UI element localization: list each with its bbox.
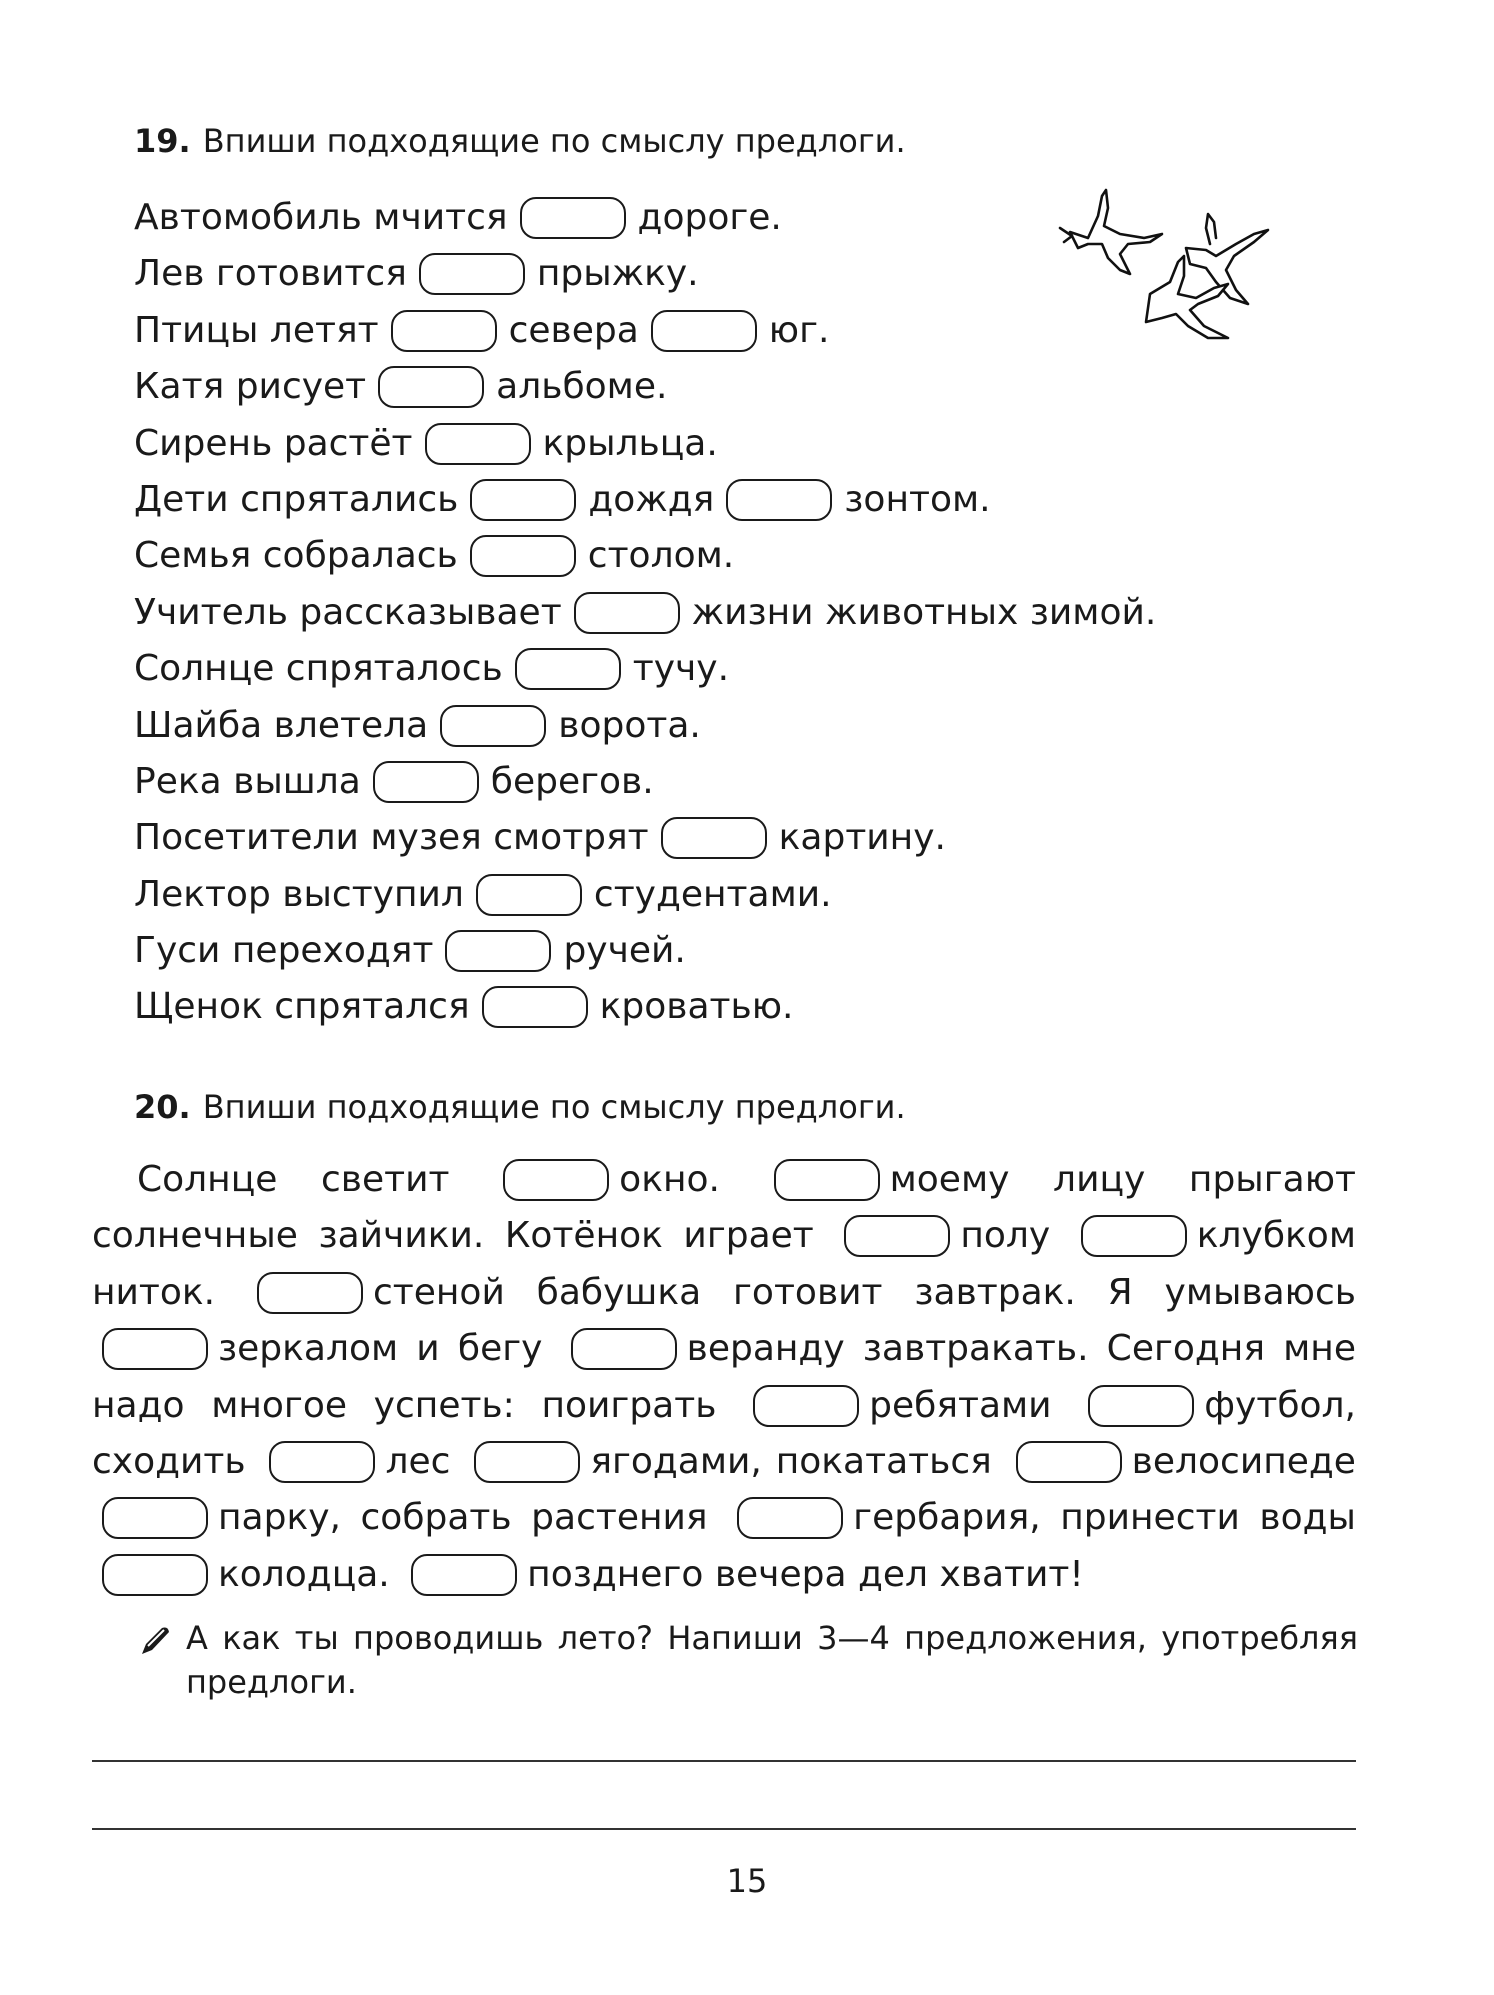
answer-blank[interactable] [737,1497,843,1539]
answer-blank[interactable] [1016,1441,1122,1483]
paragraph-fragment: клубком ниток. [92,1215,1356,1313]
answer-blank[interactable] [425,423,531,465]
answer-blank[interactable] [373,761,479,803]
sentence-fragment: Автомобиль мчится [134,197,508,238]
sentence-line [134,641,1156,697]
answer-blank[interactable] [1081,1215,1187,1257]
sentence-line [134,359,1156,415]
sentence-fragment: прыжку. [536,253,699,295]
paragraph-fragment: позднего вечера дел хватит! [527,1553,1084,1595]
pencil-icon [138,1624,172,1658]
sentence-fragment: севера [508,309,639,351]
task-number: 19. [134,122,191,160]
answer-blank[interactable] [378,366,484,408]
task-20-paragraph [92,1152,1356,1603]
sentence-fragment: столом. [587,535,735,577]
sentence-line [134,472,1156,528]
sentence-line [134,303,1156,359]
answer-blank[interactable] [470,479,576,521]
answer-blank[interactable] [574,592,680,634]
paragraph-fragment: гербария, принести воды [853,1497,1356,1539]
task-instruction: Впиши подходящие по смыслу предлоги. [202,122,906,160]
sentence-line [134,190,1156,246]
sentence-fragment: Птицы летят [134,309,379,351]
answer-blank[interactable] [726,479,832,521]
sentence-fragment: Солнце спряталось [134,648,503,690]
task-19-sentences [134,190,1156,1036]
sentence-line [134,528,1156,584]
answer-blank[interactable] [571,1328,677,1370]
answer-blank[interactable] [753,1385,859,1427]
sentence-fragment: Река вышла [134,760,361,802]
answer-line[interactable] [92,1760,1356,1762]
answer-blank[interactable] [774,1159,880,1201]
sentence-fragment: Семья собралась [134,535,458,577]
extra-task [138,1616,1358,1704]
sentence-fragment: студентами. [593,873,832,915]
answer-blank[interactable] [440,705,546,747]
answer-blank[interactable] [445,930,551,972]
birds-illustration-icon [1058,186,1284,362]
sentence-fragment: Шайба влетела [134,704,429,746]
sentence-fragment: тучу. [632,648,730,690]
answer-blank[interactable] [470,535,576,577]
sentence-line [134,810,1156,866]
sentence-fragment: дороге. [637,197,782,238]
sentence-fragment: Лев готовится [134,253,407,295]
paragraph-fragment: ребятами [869,1384,1052,1426]
answer-blank[interactable] [269,1441,375,1483]
extra-task-text: А как ты проводишь лето? Напиши 3—4 предложения, употребляя предлоги. [186,1619,1358,1701]
sentence-line [134,698,1156,754]
paragraph-fragment: веранду завтракать. Сегодня мне надо многое успеть: поиграть [92,1328,1356,1426]
sentence-fragment: Катя рисует [134,366,367,408]
answer-line[interactable] [92,1828,1356,1830]
sentence-fragment: жизни животных зимой. [691,591,1157,633]
sentence-line [134,923,1156,979]
answer-blank[interactable] [102,1497,208,1539]
paragraph-fragment: ягодами, покататься [590,1441,992,1483]
paragraph-fragment: парку, собрать растения [218,1497,708,1539]
sentence-fragment: ворота. [558,704,701,746]
answer-blank[interactable] [474,1441,580,1483]
sentence-fragment: картину. [778,817,946,859]
task-20-heading [134,1088,906,1126]
sentence-line [134,246,1156,302]
answer-blank[interactable] [102,1328,208,1370]
sentence-fragment: Посетители музея смотрят [134,817,649,859]
sentence-fragment: кроватью. [599,986,794,1028]
answer-blank[interactable] [411,1554,517,1596]
paragraph-fragment: Солнце светит [137,1159,450,1200]
paragraph-fragment: лес [385,1441,451,1483]
task-instruction: Впиши подходящие по смыслу предлоги. [202,1088,906,1126]
paragraph-fragment: моему лицу прыгают солнечные зайчики. Котёнок играет [92,1159,1356,1257]
answer-blank[interactable] [520,197,626,239]
sentence-fragment: зонтом. [844,478,991,520]
paragraph-fragment: полу [960,1215,1051,1257]
paragraph-fragment: велосипеде [1131,1441,1356,1483]
answer-blank[interactable] [661,817,767,859]
answer-blank[interactable] [1088,1385,1194,1427]
answer-blank[interactable] [503,1159,609,1201]
sentence-fragment: Сирень растёт [134,422,413,464]
page-number: 15 [726,1862,768,1900]
answer-blank[interactable] [419,253,525,295]
answer-blank[interactable] [102,1554,208,1596]
answer-blank[interactable] [391,310,497,352]
sentence-fragment: юг. [768,309,830,351]
sentence-line [134,416,1156,472]
sentence-fragment: Лектор выступил [134,873,464,915]
paragraph-fragment: колодца. [218,1553,390,1595]
sentence-fragment: берегов. [490,760,654,802]
sentence-line [134,585,1156,641]
sentence-fragment: дождя [588,478,715,520]
paragraph-fragment: зеркалом и бегу [218,1328,543,1370]
paragraph-fragment: стеной бабушка готовит завтрак. Я умываюсь [372,1271,1356,1313]
sentence-fragment: Гуси переходят [134,930,434,972]
task-19-heading [134,122,906,160]
answer-blank[interactable] [844,1215,950,1257]
sentence-line [134,754,1156,810]
answer-blank[interactable] [476,874,582,916]
paragraph-fragment: футбол, сходить [92,1384,1356,1483]
sentence-line [134,979,1156,1035]
answer-blank[interactable] [651,310,757,352]
sentence-fragment: Учитель рассказывает [134,591,562,633]
sentence-fragment: альбоме. [496,366,668,408]
sentence-fragment: Дети спрятались [134,478,459,520]
answer-blank[interactable] [482,986,588,1028]
answer-blank[interactable] [257,1272,363,1314]
paragraph-fragment: окно. [619,1159,720,1200]
sentence-line [134,867,1156,923]
sentence-fragment: ручей. [563,930,686,972]
sentence-fragment: крыльца. [542,422,718,464]
task-number: 20. [134,1088,191,1126]
answer-blank[interactable] [515,648,621,690]
sentence-fragment: Щенок спрятался [134,986,470,1028]
